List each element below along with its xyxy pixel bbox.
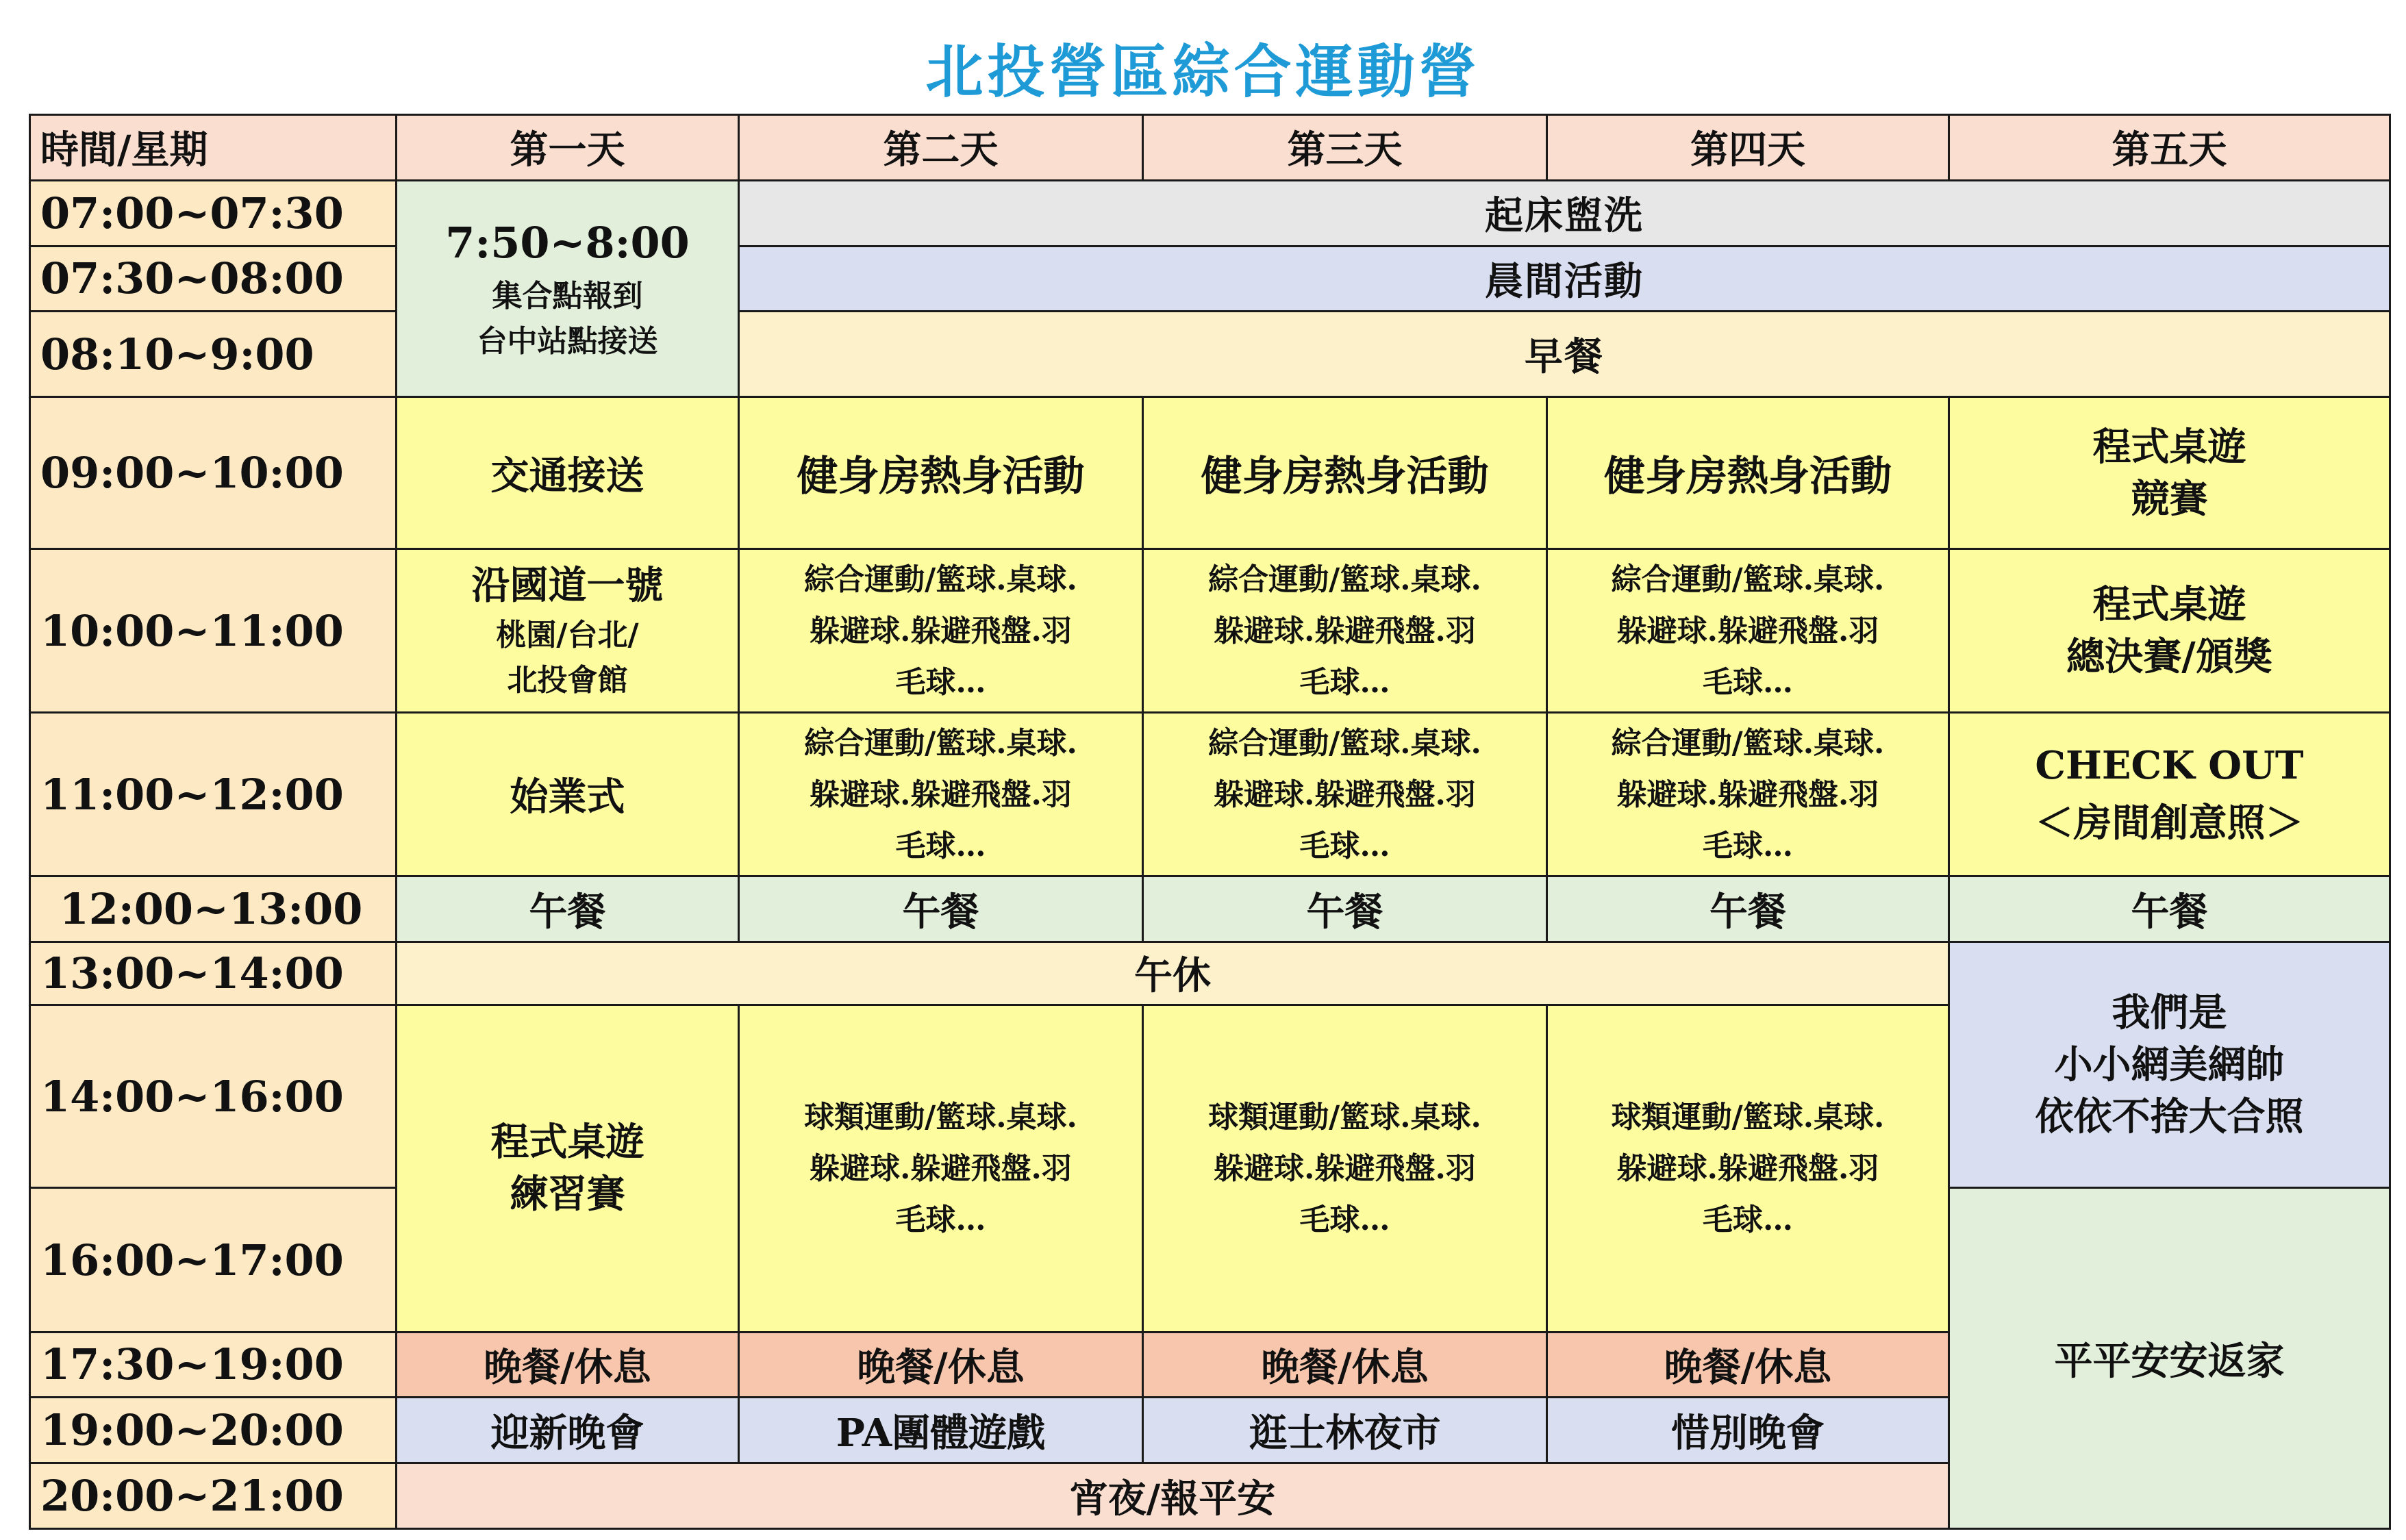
day5-home-cell: 平平安安返家 (1949, 1188, 2390, 1529)
time-slot: 19:00~20:00 (30, 1398, 397, 1463)
header-day-3: 第三天 (1143, 115, 1547, 181)
midnight-snack-cell: 宵夜/報平安 (397, 1463, 1949, 1529)
header-time-day: 時間/星期 (30, 115, 397, 181)
day1-transport-cell: 交通接送 (397, 396, 739, 548)
sports-line3: 毛球… (895, 828, 986, 863)
day5-photo-line3: 依依不捨大合照 (2035, 1094, 2304, 1140)
day1-lunch-cell: 午餐 (397, 876, 739, 942)
ball-line1: 球類運動/籃球.桌球. (804, 1099, 1077, 1135)
sports-line1: 綜合運動/籃球.桌球. (804, 561, 1077, 597)
row-1200 (30, 876, 2390, 942)
day5-contest-line1: 程式桌遊 (2092, 424, 2246, 470)
day2-lunch-cell: 午餐 (739, 876, 1143, 942)
day5-final-cell (1949, 549, 2390, 713)
header-day-4: 第四天 (1547, 115, 1949, 181)
header-row (30, 115, 2390, 181)
morning-activity-cell: 晨間活動 (739, 246, 2390, 312)
ball-line3: 毛球… (895, 1202, 986, 1237)
day5-final-line1: 程式桌遊 (2092, 582, 2246, 628)
day3-ball-cell (1143, 1005, 1547, 1332)
sports-line3: 毛球… (895, 664, 986, 700)
wakeup-cell: 起床盥洗 (739, 180, 2390, 246)
day3-sports-cell (1143, 549, 1547, 713)
day5-checkout-line2: ＜房間創意照＞ (2035, 800, 2304, 846)
time-slot: 12:00~13:00 (30, 876, 397, 942)
day3-sports-cell (1143, 713, 1547, 876)
day1-arrival-time: 7:50~8:00 (445, 218, 690, 268)
header-day-1: 第一天 (397, 115, 739, 181)
sports-line3: 毛球… (1299, 664, 1390, 700)
day1-opening-cell: 始業式 (397, 713, 739, 876)
sports-line1: 綜合運動/籃球.桌球. (1611, 561, 1885, 597)
row-1000 (30, 549, 2390, 713)
day3-lunch-cell: 午餐 (1143, 876, 1547, 942)
ball-line3: 毛球… (1299, 1202, 1390, 1237)
time-slot: 08:10~9:00 (30, 312, 397, 397)
sports-line2: 躲避球.躲避飛盤.羽 (1616, 613, 1879, 648)
sports-line1: 綜合運動/籃球.桌球. (1611, 725, 1885, 761)
time-slot: 20:00~21:00 (30, 1463, 397, 1529)
day2-dinner-cell: 晚餐/休息 (739, 1332, 1143, 1398)
day4-warmup-cell: 健身房熱身活動 (1547, 396, 1949, 548)
day2-sports-cell (739, 713, 1143, 876)
day5-checkout-line1: CHECK OUT (2035, 743, 2304, 789)
ball-line3: 毛球… (1703, 1202, 1793, 1237)
day1-practice-cell (397, 1005, 739, 1332)
ball-line2: 躲避球.躲避飛盤.羽 (810, 1150, 1072, 1186)
sports-line1: 綜合運動/籃球.桌球. (1208, 725, 1481, 761)
sports-line2: 躲避球.躲避飛盤.羽 (1616, 777, 1879, 812)
sports-line3: 毛球… (1703, 664, 1793, 700)
day1-arrival-cell (397, 180, 739, 396)
day4-sports-cell (1547, 713, 1949, 876)
time-slot: 13:00~14:00 (30, 942, 397, 1005)
day1-route-line1: 沿國道一號 (471, 563, 664, 609)
day5-lunch-cell: 午餐 (1949, 876, 2390, 942)
day2-ball-cell (739, 1005, 1143, 1332)
header-day-5: 第五天 (1949, 115, 2390, 181)
row-0810 (30, 312, 2390, 397)
day4-dinner-cell: 晚餐/休息 (1547, 1332, 1949, 1398)
day1-evening-cell: 迎新晚會 (397, 1398, 739, 1463)
row-0900 (30, 396, 2390, 548)
time-slot: 17:30~19:00 (30, 1332, 397, 1398)
day5-contest-line2: 競賽 (2131, 476, 2208, 522)
sports-line1: 綜合運動/籃球.桌球. (804, 725, 1077, 761)
sports-line3: 毛球… (1703, 828, 1793, 863)
time-slot: 07:00~07:30 (30, 180, 397, 246)
header-day-2: 第二天 (739, 115, 1143, 181)
sports-line2: 躲避球.躲避飛盤.羽 (810, 777, 1072, 812)
day3-warmup-cell: 健身房熱身活動 (1143, 396, 1547, 548)
day1-practice-line1: 程式桌遊 (490, 1120, 644, 1165)
breakfast-cell: 早餐 (739, 312, 2390, 397)
row-1100 (30, 713, 2390, 876)
day4-lunch-cell: 午餐 (1547, 876, 1949, 942)
day1-route-line2: 桃園/台北/ (496, 618, 639, 653)
time-slot: 16:00~17:00 (30, 1188, 397, 1332)
day1-practice-line2: 練習賽 (510, 1172, 625, 1217)
sports-line3: 毛球… (1299, 828, 1390, 863)
row-0700 (30, 180, 2390, 246)
sports-line2: 躲避球.躲避飛盤.羽 (1214, 613, 1476, 648)
day2-sports-cell (739, 549, 1143, 713)
day4-ball-cell (1547, 1005, 1949, 1332)
sports-line2: 躲避球.躲避飛盤.羽 (1214, 777, 1476, 812)
time-slot: 07:30~08:00 (30, 246, 397, 312)
time-slot: 11:00~12:00 (30, 713, 397, 876)
day1-route-cell (397, 549, 739, 713)
sports-line2: 躲避球.躲避飛盤.羽 (810, 613, 1072, 648)
nap-cell: 午休 (397, 942, 1949, 1005)
day5-final-line2: 總決賽/頒獎 (2066, 634, 2272, 680)
schedule-table (29, 114, 2391, 1530)
day4-evening-cell: 惜別晚會 (1547, 1398, 1949, 1463)
time-slot: 09:00~10:00 (30, 396, 397, 548)
day3-evening-cell: 逛士林夜市 (1143, 1398, 1547, 1463)
day5-photo-cell (1949, 942, 2390, 1188)
row-1300 (30, 942, 2390, 1005)
ball-line2: 躲避球.躲避飛盤.羽 (1214, 1150, 1476, 1186)
day1-arrival-line1: 集合點報到 (492, 279, 643, 314)
day5-contest-cell (1949, 396, 2390, 548)
day1-dinner-cell: 晚餐/休息 (397, 1332, 739, 1398)
time-slot: 10:00~11:00 (30, 549, 397, 713)
page-title: 北投營區綜合運動營 (925, 38, 1481, 105)
day1-route-line3: 北投會館 (507, 663, 628, 698)
row-0730 (30, 246, 2390, 312)
day3-dinner-cell: 晚餐/休息 (1143, 1332, 1547, 1398)
ball-line1: 球類運動/籃球.桌球. (1611, 1099, 1885, 1135)
day2-warmup-cell: 健身房熱身活動 (739, 396, 1143, 548)
ball-line2: 躲避球.躲避飛盤.羽 (1616, 1150, 1879, 1186)
ball-line1: 球類運動/籃球.桌球. (1208, 1099, 1481, 1135)
day5-checkout-cell (1949, 713, 2390, 876)
day1-arrival-line2: 台中站點接送 (477, 324, 658, 359)
day4-sports-cell (1547, 549, 1949, 713)
sports-line1: 綜合運動/籃球.桌球. (1208, 561, 1481, 597)
day5-photo-line2: 小小網美網帥 (2054, 1042, 2285, 1088)
day5-photo-line1: 我們是 (2111, 990, 2227, 1036)
time-slot: 14:00~16:00 (30, 1005, 397, 1188)
day2-evening-cell: PA團體遊戲 (739, 1398, 1143, 1463)
